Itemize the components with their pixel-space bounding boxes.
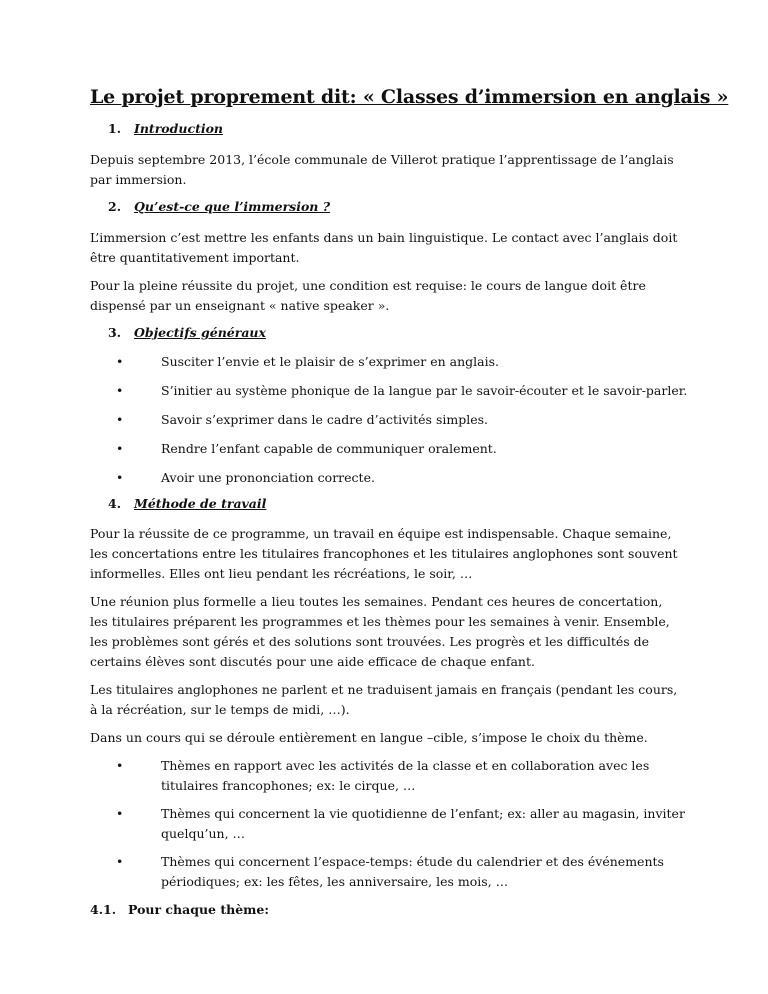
theme-text: Thèmes en rapport avec les activités de la classe et en collaboration avec les titulaires francophones; ex: le cirque, … bbox=[161, 758, 650, 793]
paragraph-theme-choice: Dans un cours qui se déroule entièrement en langue –cible, s’impose le choix du thème. bbox=[90, 730, 648, 745]
objective-item bbox=[116, 381, 708, 401]
bullet-icon: • bbox=[116, 758, 124, 773]
objective-text: Susciter l’envie et le plaisir de s’exprimer en anglais. bbox=[161, 354, 499, 369]
bullet-icon: • bbox=[116, 383, 124, 398]
theme-item bbox=[116, 852, 708, 892]
section-heading-immersion bbox=[108, 199, 330, 214]
theme-text: Thèmes qui concernent la vie quotidienne de l’enfant; ex: aller au magasin, inviter quelqu’un, … bbox=[161, 806, 685, 841]
document-title: Le projet proprement dit: « Classes d’immersion en anglais » bbox=[90, 86, 729, 108]
paragraph-english-only: Les titulaires anglophones ne parlent et ne traduisent jamais en français (pendant les cours, à la récréation, sur le temps de midi, …). bbox=[90, 682, 678, 717]
theme-text: Thèmes qui concernent l’espace-temps: étude du calendrier et des événements périodiques; ex: les fêtes, les anniversaire, les mois, … bbox=[161, 854, 664, 889]
section-title: Objectifs généraux bbox=[134, 325, 266, 340]
bullet-icon: • bbox=[116, 412, 124, 427]
bullet-icon: • bbox=[116, 470, 124, 485]
section-number: 2. bbox=[108, 199, 122, 214]
section-heading-method bbox=[108, 496, 266, 511]
paragraph-condition: Pour la pleine réussite du projet, une condition est requise: le cours de langue doit être dispensé par un enseignant « native speaker ». bbox=[90, 278, 646, 313]
bullet-icon: • bbox=[116, 354, 124, 369]
theme-item bbox=[116, 804, 708, 844]
section-number: 4. bbox=[108, 496, 122, 511]
objective-item bbox=[116, 439, 708, 459]
objective-item bbox=[116, 352, 708, 372]
paragraph-weekly-meeting: Une réunion plus formelle a lieu toutes les semaines. Pendant ces heures de concertation, les titulaires préparent les programmes et les thèmes pour les semaines à venir. Ensemble, les problèmes sont gérés et des solutions sont trouvées. Les progrès et les difficultés de certains élèves sont discutés pour une aide efficace de chaque enfant. bbox=[90, 594, 670, 669]
objective-item bbox=[116, 410, 708, 430]
subsection-heading-each-theme bbox=[90, 902, 269, 917]
section-title: Introduction bbox=[134, 121, 224, 136]
objective-text: Rendre l’enfant capable de communiquer oralement. bbox=[161, 441, 497, 456]
section-title: Qu’est-ce que l’immersion ? bbox=[134, 199, 331, 214]
section-number: 1. bbox=[108, 121, 122, 136]
bullet-icon: • bbox=[116, 854, 124, 869]
paragraph-intro: Depuis septembre 2013, l’école communale de Villerot pratique l’apprentissage de l’anglais par immersion. bbox=[90, 152, 674, 187]
section-title: Méthode de travail bbox=[134, 496, 267, 511]
objective-text: S’initier au système phonique de la langue par le savoir-écouter et le savoir-parler. bbox=[161, 383, 688, 398]
objective-text: Avoir une prononciation correcte. bbox=[161, 470, 375, 485]
paragraph-immersion-definition: L’immersion c’est mettre les enfants dans un bain linguistique. Le contact avec l’anglais doit être quantitativement important. bbox=[90, 230, 678, 265]
bullet-icon: • bbox=[116, 806, 124, 821]
objective-item bbox=[116, 468, 708, 488]
theme-item bbox=[116, 756, 708, 796]
section-number: 4.1. bbox=[90, 902, 117, 917]
section-heading-introduction bbox=[108, 121, 223, 136]
section-title: Pour chaque thème: bbox=[128, 902, 269, 917]
bullet-icon: • bbox=[116, 441, 124, 456]
paragraph-teamwork: Pour la réussite de ce programme, un travail en équipe est indispensable. Chaque semaine, les concertations entre les titulaires francophones et les titulaires anglophones sont souvent informelles. Elles ont lieu pendant les récréations, le soir, … bbox=[90, 526, 678, 581]
objective-text: Savoir s’exprimer dans le cadre d’activités simples. bbox=[161, 412, 488, 427]
section-number: 3. bbox=[108, 325, 122, 340]
section-heading-objectives bbox=[108, 325, 266, 340]
